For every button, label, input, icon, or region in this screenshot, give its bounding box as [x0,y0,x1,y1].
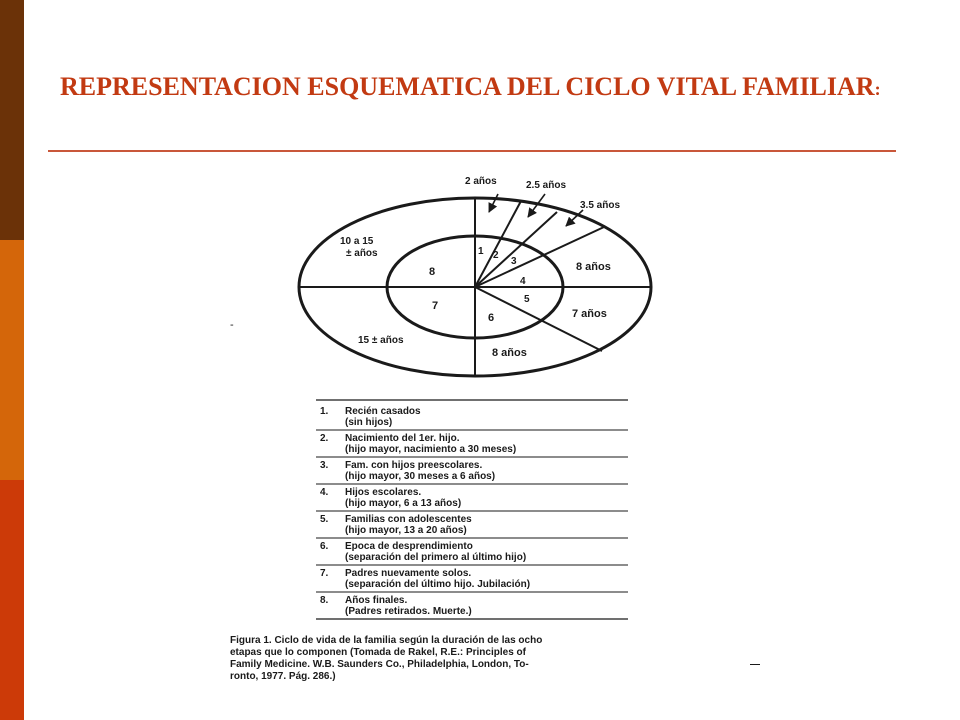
legend-detail-8: (Padres retirados. Muerte.) [345,606,472,617]
side-block-brown [0,0,24,240]
stage-number-1: 1 [478,246,484,257]
side-color-bar [0,0,24,720]
arrow-2-anos [489,194,498,212]
caption-line-4: ronto, 1977. Pág. 286.) [230,671,336,682]
stage-legend [316,400,628,619]
label-plus-minus-anos: ± años [346,248,378,259]
family-life-cycle-figure [230,168,770,696]
stage-number-7: 7 [432,300,439,312]
label-15-anos: 15 ± años [358,335,404,346]
divider-2 [475,212,557,287]
legend-number-2: 2. [320,433,329,444]
stage-number-5: 5 [524,294,530,305]
legend-detail-7: (separación del último hijo. Jubilación) [345,579,531,590]
legend-detail-4: (hijo mayor, 6 a 13 años) [345,498,462,509]
stage-number-4: 4 [520,276,526,287]
label-10-a-15: 10 a 15 [340,236,374,247]
scan-mark: - [230,319,234,331]
legend-number-5: 5. [320,514,329,525]
slide-title [60,68,920,108]
legend-title-3: Fam. con hijos preescolares. [345,460,483,471]
legend-number-7: 7. [320,568,329,579]
stage-number-8: 8 [429,266,436,278]
side-block-orange [0,240,24,480]
label-2-5-anos: 2.5 años [526,180,567,191]
legend-detail-3: (hijo mayor, 30 meses a 6 años) [345,471,496,482]
legend-title-5: Familias con adolescentes [345,514,472,525]
caption-line-2: etapas que lo componen (Tomada de Rakel, R.E.: Principles of [230,647,526,658]
side-block-red [0,480,24,720]
legend-title-6: Epoca de desprendimiento [345,541,473,552]
stage-number-6: 6 [488,312,495,324]
legend-number-8: 8. [320,595,329,606]
cycle-diagram [230,176,651,376]
legend-detail-5: (hijo mayor, 13 a 20 años) [345,525,467,536]
figure-svg [230,168,770,696]
legend-title-4: Hijos escolares. [345,487,422,498]
legend-number-6: 6. [320,541,329,552]
caption-end-mark: — [750,659,760,670]
divider-1 [475,201,521,287]
legend-title-7: Padres nuevamente solos. [345,568,472,579]
stage-number-3: 3 [511,256,517,267]
label-3-5-anos: 3.5 años [580,200,621,211]
figure-caption [230,635,760,682]
label-2-anos: 2 años [465,176,497,187]
title-underline [48,150,896,152]
legend-title-8: Años finales. [345,595,408,606]
legend-detail-1: (sin hijos) [345,417,393,428]
stage-number-2: 2 [493,250,499,261]
legend-number-3: 3. [320,460,329,471]
label-7-anos: 7 años [572,308,607,320]
legend-title-1: Recién casados [345,406,421,417]
legend-detail-2: (hijo mayor, nacimiento a 30 meses) [345,444,517,455]
legend-detail-6: (separación del primero al último hijo) [345,552,527,563]
legend-number-1: 1. [320,406,329,417]
caption-line-3: Family Medicine. W.B. Saunders Co., Philadelphia, London, To- [230,659,529,670]
legend-number-4: 4. [320,487,329,498]
label-8-anos-right: 8 años [576,261,611,273]
slide-title-colon: : [874,79,881,99]
caption-line-1: Figura 1. Ciclo de vida de la familia según la duración de las ocho [230,635,543,646]
label-8-anos-bottom: 8 años [492,347,527,359]
slide-title-text: REPRESENTACION ESQUEMATICA DEL CICLO VITAL FAMILIAR [60,72,875,101]
legend-title-2: Nacimiento del 1er. hijo. [345,433,460,444]
